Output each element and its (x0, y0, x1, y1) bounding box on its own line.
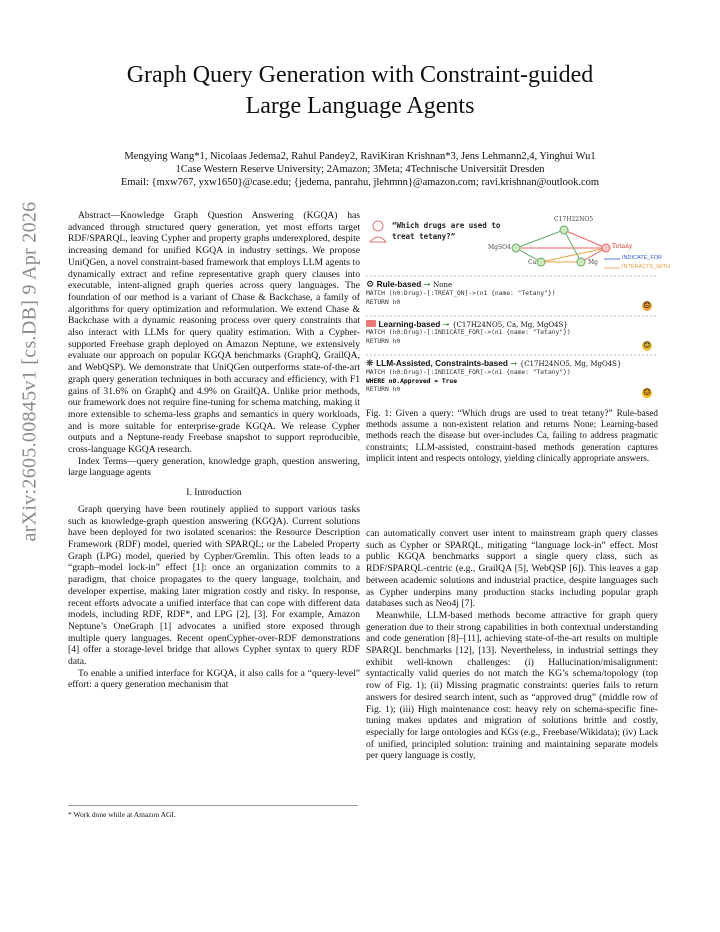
intro-paragraph-1: Graph querying have been routinely applied to support various tasks such as knowledge-graph question answering (KGQA). Current solutions have been deployed for two isolated scenarios: the Resource Description Framework (RDF) model, queried with SPARQL; or the Labeled Property Graph (LPG) model, queried by Cypher/Gremlin. This often leads to a “graph–model lock-in” effect [1]: once an organization commits to a paradigm, that choice propagates to the query language, toolchain, and developer expertise, making later migration costly and risky. In response, recent efforts advocate a unified interface that can cope with different data models, including RDF, RDF*, and LPG [2], [3]. For example, Amazon Neptune’s OneGraph [1] advocates a unified store exposed through multiple query languages. Recent openCypher-over-RDF demonstrations [4] offer a storage-level bridge that allows Cypher syntax to query RDF data. (68, 503, 360, 668)
arrow-icon: ➞ (510, 359, 518, 368)
llm-icon: ❋ (366, 359, 374, 369)
abstract: Abstract—Knowledge Graph Question Answering (KGQA) has advanced through structured query generation, yet most efforts target RDF/SPARQL, leaving Cypher and property graphs underexplored, despite increasing demand for unified KGQA in industry settings. We propose UniQGen, a novel constraint-based framework that employs LLM agents to dynamically extract and refine representative graph query clauses into executable, intent-aligned graph queries across query languages. The foundation of our method is a variant of Chase & Backchase, a family of algorithms for query optimization and reformulation. We extend Chase & Backchase with a dynamic reasoning process over query constraints that also interact with LLMs for query quality estimation. With a Cypher-supported Freebase graph deployed on Amazon Neptune, we extensively evaluate our approach on popular KGQA benchmarks (GraphQ, GrailQA, and WebQSP). We demonstrate that UniQGen outperforms state-of-the-art graph query generation techniques in both accuracy and efficiency, with F1 gains of 31.6% on GraphQ and 4.9% on GrailQA. Unlike prior methods, our framework does not require fine-tuning for schema matching, making it more extensible to schema-less graphs and semantics in query workloads, and is more suitable for enterprise-grade KGQA. We release Cypher outputs and a Neptune-ready Freebase snapshot to support reproducible, cross-language KGQA research. (68, 210, 360, 456)
section-heading: I. Introduction (186, 487, 242, 499)
figure-question: “Which drugs are used to treat tetany?” (392, 221, 501, 241)
footnote: * Work done while at Amazon AGI. (68, 805, 358, 819)
author-block (40, 150, 680, 189)
graph-node (560, 226, 568, 234)
code-line: WHERE n0.Approved = True (366, 377, 457, 385)
figure-caption: Fig. 1: Given a query: “Which drugs are used to treat tetany?” Rule-based methods assume a non-existent relation and returns None; Learning-based methods reach the disease but over-includes Ca, failing to address pragmatic constraints; LLM-assisted, constraint-based methods generation captures implicit intent and respects ontology, yielding clinically appropriate answers. (366, 408, 658, 463)
figure-1 (366, 212, 671, 402)
graph-node (512, 244, 520, 252)
node-label: Tetany (612, 243, 633, 250)
left-column (68, 210, 360, 691)
arrow-icon: ➞ (442, 320, 450, 329)
learning-icon (366, 320, 376, 327)
user-icon (370, 221, 386, 242)
emails: Email: {mxw767, yxw1650}@case.edu; {jedema, panrahu, jlehmnn}@amazon.com; ravi.krishnan@outlook.com (120, 177, 600, 188)
author-list: Mengying Wang*1, Nicolaas Jedema2, Rahul Pandey2, RaviKiran Krishnan*3, Jens Lehmann2,4, Yinghui Wu1 (124, 151, 596, 162)
arxiv-stamp: arXiv:2605.00845v1 [cs.DB] 9 Apr 2026 (18, 201, 41, 542)
node-label: MgSO4 (488, 244, 511, 251)
row-result: None (433, 281, 453, 289)
row-result: {C17H24NO5, Ca, Mg, MgO4S} (452, 321, 568, 329)
legend-label: INTERACTS_WITH (622, 264, 671, 270)
code-line: RETURN n0 (366, 386, 401, 393)
row-label: LLM-Assisted, Constraints-based (376, 358, 508, 368)
graph-node (602, 244, 610, 252)
code-line: MATCH (n0:Drug)-[:INDICATE_FOR]->(n1 {name: "Tetany"}) (366, 369, 571, 376)
legend-label: INDICATE_FOR (622, 255, 662, 261)
index-terms: Index Terms—query generation, knowledge graph, question answering, large language agents (68, 455, 360, 479)
title-line-1: Graph Query Generation with Constraint-guided (126, 62, 594, 88)
figure-row-rule-based (366, 279, 658, 311)
figure-row-learning-based (366, 319, 658, 351)
code-line: MATCH (n0:Drug)-[:INDICATE_FOR]->(n1 {name: "Tetany"}) (366, 329, 571, 336)
neutral-face-icon: ☺ (642, 341, 652, 351)
figure-row-llm-constraints (366, 358, 658, 398)
graph-node (537, 258, 545, 266)
code-line: RETURN n0 (366, 298, 401, 306)
row-label: Learning-based (378, 319, 441, 329)
arrow-icon: ➞ (423, 280, 431, 289)
row-label: Rule-based (376, 279, 422, 289)
right-paragraph-1: can automatically convert user intent to mainstream graph query classes such as Cypher or SPARQL, mitigating “language lock-in” effect. Most public KGQA benchmarks support a single query class, such as RDF/SPARQL-centric (e.g., GrailQA [5], WebQSP [6]). This leaves a gap between academic solutions and industrial practice, despite languages such as Cypher underpins many production stacks including popular graph databases such as Neo4j [7]. (366, 528, 658, 610)
node-label: C17H22NO5 (554, 216, 594, 223)
intro-paragraph-2: To enable a unified interface for KGQA, it also calls for a “query-level” effort: a query generation mechanism that (68, 667, 360, 691)
code-line: MATCH (n0:Drug)-[:TREAT_ON]->(n1 {name: "Tetany"}) (366, 290, 556, 297)
rule-icon: ⚙ (366, 280, 375, 290)
right-column (366, 528, 658, 762)
node-label: Mg (588, 259, 598, 266)
paper-title (60, 60, 660, 122)
happy-face-icon: ☺ (642, 388, 652, 398)
title-line-2: Large Language Agents (245, 93, 475, 119)
node-label: Ca (528, 259, 537, 266)
graph-node (577, 258, 585, 266)
affiliations: 1Case Western Reserve University; 2Amazon; 3Meta; 4Technische Universität Dresden (175, 164, 545, 175)
sad-face-icon: ☹ (642, 301, 652, 311)
row-result: {C17H24NO5, Mg, MgO4S} (519, 360, 622, 368)
code-line: RETURN n0 (366, 337, 401, 345)
right-paragraph-2: Meanwhile, LLM-based methods become attractive for graph query generation due to their strong capabilities in both contextual understanding and code generation [8]–[11], achieving state-of-the-art results on multiple SPARQL benchmarks [12], [13]. Nevertheless, in industrial settings they exhibit well-known challenges: (i) Hallucination/misalignment: syntactically valid queries do not match the KG’s schema/topology (top row of Fig. 1); (ii) Missing pragmatic constraints: queries fails to return answers for desired search intent, such as “approved drug” (middle row of Fig. 1); (iii) High maintenance cost: heavy rely on schema-specific fine-tuning makes updates and migration of solutions brittle and costly, especially for large ontologies and KGs (e.g., Freebase/Wikidata); (iv) Lack of unified, principled solution: training and maintaining separate models per query language is costly, (366, 609, 658, 762)
